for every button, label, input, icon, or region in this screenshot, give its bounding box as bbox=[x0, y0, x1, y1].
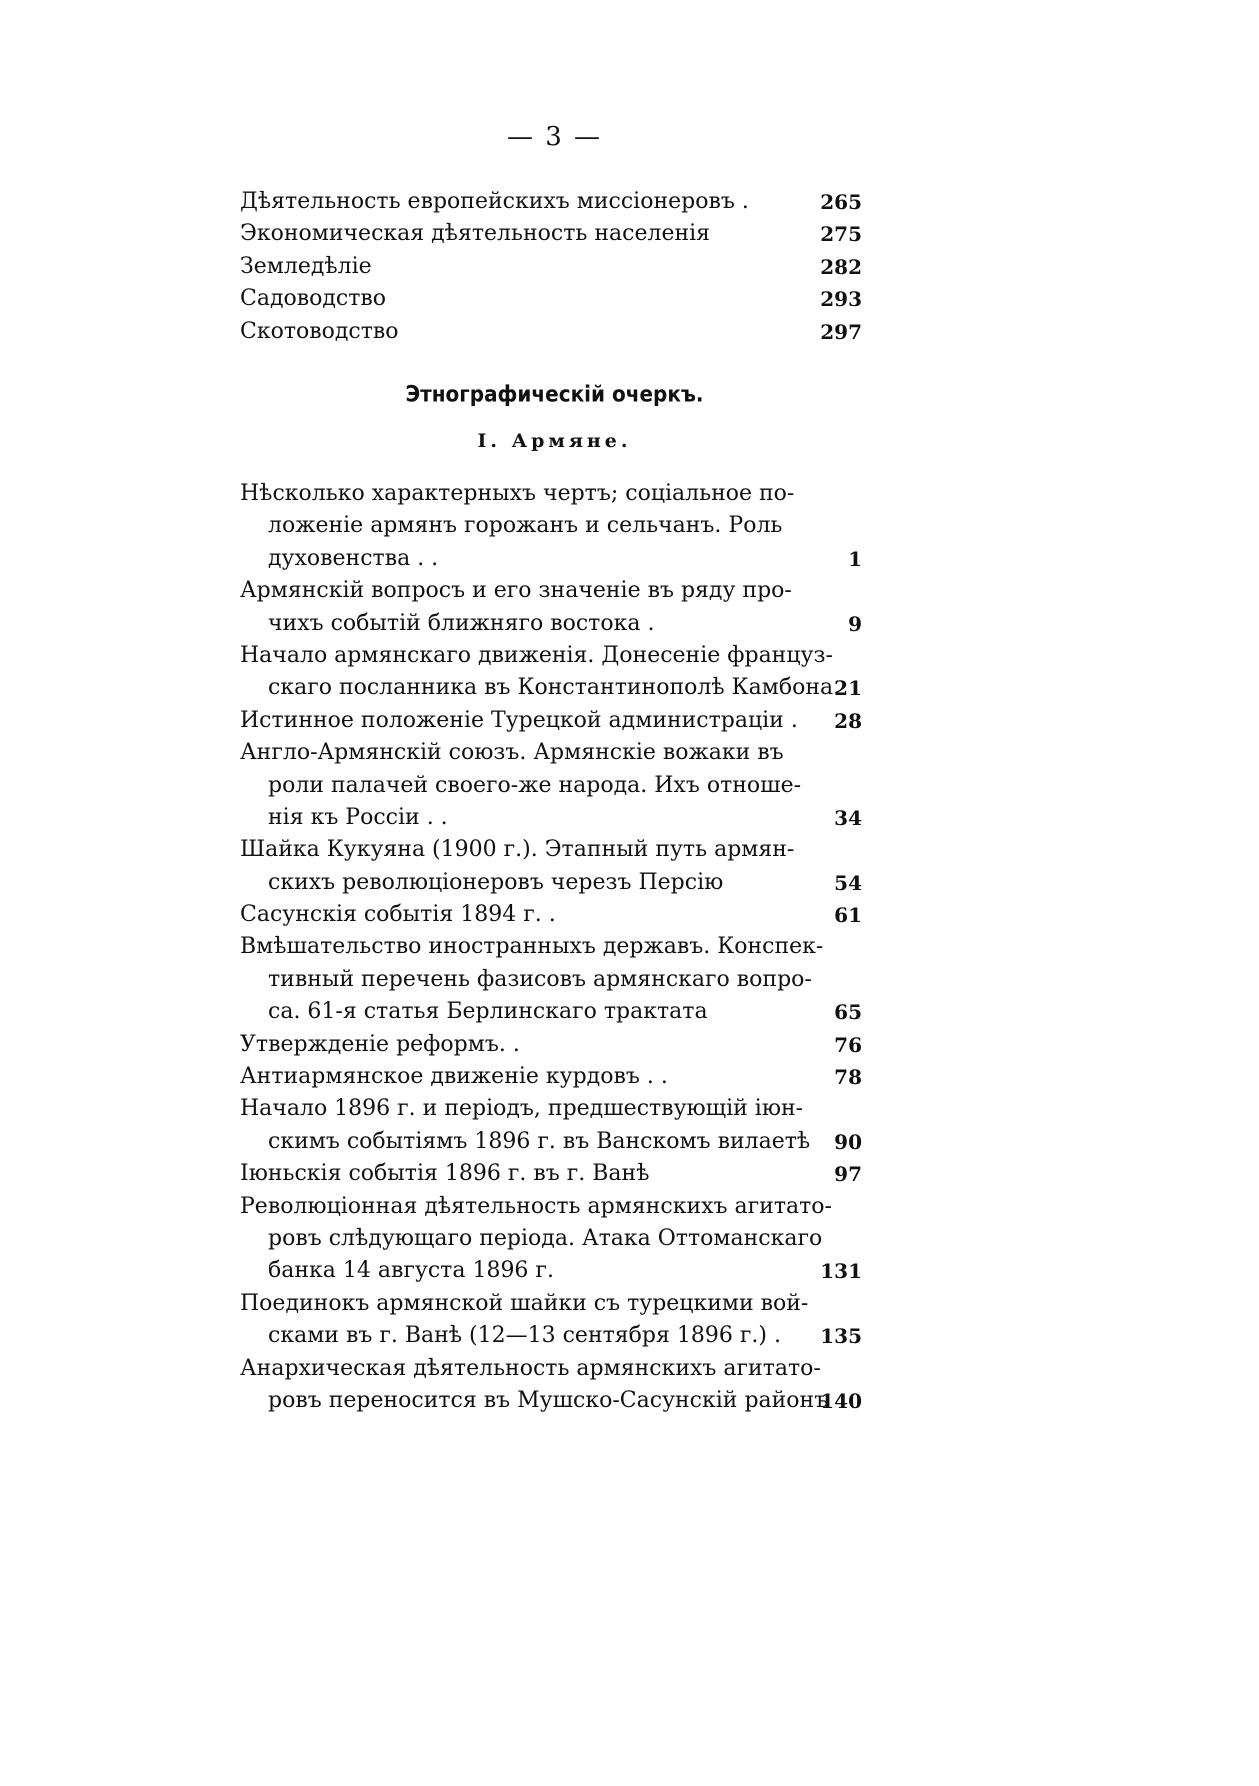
toc-entry bbox=[240, 186, 862, 218]
toc-entry-title: Армянскій вопросъ и его значеніе въ ряду про- bbox=[240, 578, 792, 604]
toc-entry bbox=[240, 1288, 862, 1353]
toc-entry-title-continuation: сками въ г. Ванѣ (12—13 сентября 1896 г.) . bbox=[268, 1323, 781, 1349]
toc-entry-page: 78 bbox=[834, 1065, 862, 1090]
toc-entry-page: 1 bbox=[848, 546, 862, 571]
toc-entry-title-continuation: скимъ событіямъ 1896 г. въ Ванскомъ вилаетѣ bbox=[268, 1128, 811, 1154]
toc-entry-title: Скотоводство bbox=[240, 318, 399, 344]
toc-entry-title-continuation: чихъ событій ближняго востока . bbox=[268, 610, 655, 636]
toc-entry bbox=[240, 1353, 862, 1418]
toc-entry-title: Анархическая дѣятельность армянскихъ агитато- bbox=[240, 1355, 821, 1381]
toc-entry-title-continuation: духовенства . . bbox=[268, 545, 439, 571]
toc-entry-page: 28 bbox=[834, 708, 862, 733]
toc-entry-page: 131 bbox=[820, 1259, 862, 1284]
toc-entry-page: 135 bbox=[820, 1324, 862, 1349]
toc-entry bbox=[240, 1158, 862, 1190]
toc-entry-page: 54 bbox=[834, 870, 862, 895]
toc-entry bbox=[240, 1029, 862, 1061]
toc-entry-title: Поединокъ армянской шайки съ турецкими вой- bbox=[240, 1290, 809, 1316]
toc-entry-title-continuation: банка 14 августа 1896 г. bbox=[268, 1258, 554, 1284]
toc-entry-title: Іюньскія событія 1896 г. въ г. Ванѣ bbox=[240, 1161, 650, 1187]
toc-entry-title: Экономическая дѣятельность населенія bbox=[240, 221, 711, 247]
toc-entry-page: 293 bbox=[820, 287, 862, 312]
toc-entry-page: 76 bbox=[834, 1032, 862, 1057]
toc-main-list bbox=[240, 478, 862, 1417]
toc-entry-title: Дѣятельность европейскихъ миссіонеровъ . bbox=[240, 189, 749, 214]
toc-entry-title-continuation: скаго посланника въ Константинополѣ Камбона. bbox=[268, 675, 841, 701]
toc-entry-page: 34 bbox=[834, 805, 862, 830]
toc-entry bbox=[240, 1061, 862, 1093]
toc-entry-title: Революціонная дѣятельность армянскихъ агитато- bbox=[240, 1193, 832, 1219]
toc-entry-title: Земледѣліе bbox=[240, 253, 372, 279]
toc-entry-title-continuation: ложеніе армянъ горожанъ и сельчанъ. Роль bbox=[268, 513, 783, 539]
toc-entry-title: Англо-Армянскій союзъ. Армянскіе вожаки въ bbox=[240, 740, 784, 766]
toc-entry-page: 21 bbox=[834, 676, 862, 701]
toc-entry-title-continuation: тивный перечень фазисовъ армянскаго вопро- bbox=[268, 966, 812, 992]
toc-entry-title-continuation: нія къ Россіи . . bbox=[268, 804, 448, 830]
toc-entry-page: 265 bbox=[820, 190, 862, 214]
toc-entry bbox=[240, 834, 862, 899]
toc-entry-page: 90 bbox=[834, 1129, 862, 1154]
toc-entry-title-continuation: ровъ переносится въ Мушско-Сасунскій районъ bbox=[268, 1387, 829, 1413]
toc-entry bbox=[240, 316, 862, 348]
toc-entry-title: Садоводство bbox=[240, 286, 387, 312]
toc-entry bbox=[240, 899, 862, 931]
toc-entry-page: 61 bbox=[834, 903, 862, 928]
toc-entry-title-continuation: скихъ революціонеровъ черезъ Персію bbox=[268, 869, 724, 895]
toc-entry bbox=[240, 931, 862, 1028]
toc-entry bbox=[240, 640, 862, 705]
toc-entry-title: Антиармянское движеніе курдовъ . . bbox=[240, 1064, 668, 1090]
toc-entry-page: 297 bbox=[820, 319, 862, 344]
toc-entry-title: Начало армянскаго движенія. Донесеніе француз- bbox=[240, 642, 833, 668]
toc-entry bbox=[240, 283, 862, 315]
page-number: — 3 — bbox=[506, 122, 603, 152]
toc-entry bbox=[240, 737, 862, 834]
toc-entry bbox=[240, 478, 862, 575]
section-title: Этнографическій очеркъ. bbox=[405, 380, 704, 408]
toc-entry bbox=[240, 705, 862, 737]
toc-entry bbox=[240, 1191, 862, 1288]
toc-entry bbox=[240, 575, 862, 640]
toc-entry-page: 140 bbox=[820, 1388, 862, 1413]
toc-entry-page: 282 bbox=[820, 254, 862, 279]
toc-entry-title-continuation: роли палачей своего-же народа. Ихъ отноше- bbox=[268, 772, 802, 798]
toc-entry-title-continuation: ровъ слѣдующаго періода. Атака Оттоманскаго bbox=[268, 1225, 823, 1251]
subsection-title: I. Армяне. bbox=[477, 430, 632, 452]
toc-entry-title: Сасунскія событія 1894 г. . bbox=[240, 902, 556, 928]
toc-entry-title: Вмѣшательство иностранныхъ державъ. Конспек- bbox=[240, 934, 824, 960]
toc-entry-title: Истинное положеніе Турецкой администраціи . bbox=[240, 707, 798, 733]
toc-continued-list bbox=[240, 186, 862, 348]
toc-entry-title-continuation: са. 61-я статья Берлинскаго трактата bbox=[268, 999, 708, 1025]
toc-entry-title: Начало 1896 г. и періодъ, предшествующій іюн- bbox=[240, 1096, 804, 1122]
toc-entry-title: Утвержденіе реформъ. . bbox=[240, 1031, 520, 1057]
toc-entry-page: 97 bbox=[834, 1162, 862, 1187]
toc-entry-page: 9 bbox=[848, 611, 862, 636]
toc-entry-page: 65 bbox=[834, 1000, 862, 1025]
toc-entry bbox=[240, 218, 862, 250]
toc-entry-title: Шайка Кукуяна (1900 г.). Этапный путь армян- bbox=[240, 837, 795, 863]
toc-entry bbox=[240, 251, 862, 283]
toc-entry-page: 275 bbox=[820, 222, 862, 247]
toc-entry bbox=[240, 1093, 862, 1158]
toc-entry-title: Нѣсколько характерныхъ чертъ; соціальное по- bbox=[240, 481, 795, 506]
